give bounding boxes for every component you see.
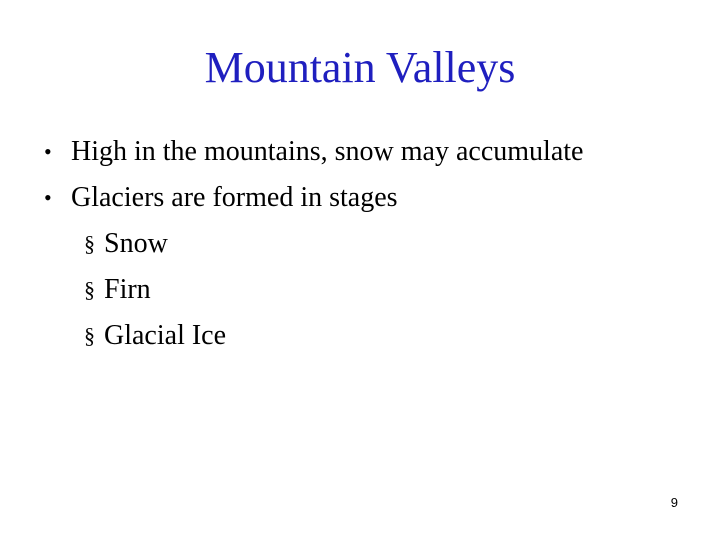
sub-bullet-item xyxy=(0,223,720,269)
sub-bullet-marker: § xyxy=(84,277,95,302)
sub-bullet-text: Glacial Ice xyxy=(104,320,227,351)
bullet-item xyxy=(0,131,720,177)
bullet-list xyxy=(0,131,720,361)
sub-bullet-item xyxy=(0,315,720,361)
sub-bullet-marker: § xyxy=(84,231,95,256)
sub-bullet-item xyxy=(0,269,720,315)
bullet-text: Glaciers are formed in stages xyxy=(71,182,398,213)
sub-bullet-text: Firn xyxy=(104,274,151,305)
slide-title: Mountain Valleys xyxy=(204,43,516,92)
page-number: 9 xyxy=(670,495,678,510)
bullet-item xyxy=(0,177,720,223)
bullet-text: High in the mountains, snow may accumulate xyxy=(71,136,584,167)
bullet-marker: • xyxy=(44,139,52,164)
sub-bullet-marker: § xyxy=(84,323,95,348)
bullet-marker: • xyxy=(44,185,52,210)
sub-bullet-text: Snow xyxy=(104,228,168,259)
